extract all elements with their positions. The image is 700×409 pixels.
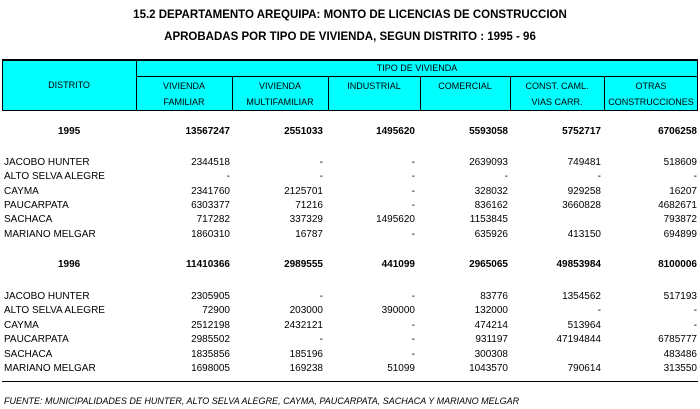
table-row (0, 290, 700, 304)
row-value: 793872 (663, 214, 697, 225)
row-label: CAYMA (4, 186, 39, 197)
row-value: 4682671 (658, 200, 697, 211)
row-value: 717282 (196, 214, 230, 225)
header-col-industrial (328, 76, 420, 110)
row-value: 2639093 (469, 157, 508, 168)
row-value: - (411, 349, 415, 360)
row-label: 1996 (58, 259, 81, 270)
row-value: 16207 (669, 186, 697, 197)
header-left-border (2, 60, 3, 111)
header-col-line1: CONST. CAML. (525, 81, 589, 91)
row-label: 1995 (58, 126, 81, 137)
row-value: 49853984 (556, 259, 601, 270)
row-value: 337329 (289, 214, 323, 225)
row-value: 517193 (663, 291, 697, 302)
row-value: - (319, 171, 323, 182)
row-value: 1860310 (191, 229, 230, 240)
row-value: 790614 (567, 363, 601, 374)
row-value: 185196 (289, 349, 323, 360)
row-value: 929258 (567, 186, 601, 197)
row-value: 8100006 (658, 259, 697, 270)
table-row (0, 228, 700, 242)
row-label: SACHACA (4, 214, 53, 225)
row-value: - (411, 200, 415, 211)
table-row (0, 199, 700, 213)
header-col-line1: COMERCIAL (438, 81, 492, 91)
row-label: SACHACA (4, 349, 53, 360)
table-row (0, 362, 700, 376)
header-divider (328, 76, 329, 111)
row-value: - (411, 171, 415, 182)
header-col-line2: CONSTRUCCIONES (608, 97, 694, 107)
table-row (0, 348, 700, 362)
header-col-vivienda-multifamiliar (232, 76, 328, 110)
row-value: 13567247 (185, 126, 230, 137)
row-value: 5752717 (562, 126, 601, 137)
row-value: 518609 (663, 157, 697, 168)
row-label: PAUCARPATA (4, 200, 69, 211)
row-value: - (693, 305, 697, 316)
row-value: 132000 (474, 305, 508, 316)
row-label: PAUCARPATA (4, 334, 69, 345)
row-value: 836162 (474, 200, 508, 211)
row-value: 1495620 (376, 214, 415, 225)
row-value: 2341760 (191, 186, 230, 197)
table-row (0, 333, 700, 347)
row-value: 749481 (567, 157, 601, 168)
row-value: 694899 (663, 229, 697, 240)
header-divider (136, 60, 137, 111)
row-value: 474214 (474, 320, 508, 331)
row-value: - (504, 171, 508, 182)
row-value: 2125701 (284, 186, 323, 197)
header-col-comercial (420, 76, 510, 110)
table-row (0, 185, 700, 199)
row-value: - (319, 291, 323, 302)
row-label: MARIANO MELGAR (4, 229, 96, 240)
row-value: 1698005 (191, 363, 230, 374)
row-value: 2965065 (469, 259, 508, 270)
table-row (0, 170, 700, 184)
row-value: 5593058 (469, 126, 508, 137)
header-divider (510, 76, 511, 111)
row-value: 51099 (387, 363, 415, 374)
row-value: 931197 (475, 334, 508, 345)
row-value: 1043570 (469, 363, 508, 374)
row-value: 11410366 (186, 259, 230, 270)
row-value: 1153845 (469, 214, 508, 225)
row-value: 390000 (381, 305, 415, 316)
row-value: - (411, 291, 415, 302)
source-note: FUENTE: MUNICIPALIDADES DE HUNTER, ALTO SELVA ALEGRE, CAYMA, PAUCARPATA, SACHACA Y MARIANO MELGAR (4, 396, 520, 406)
row-value: - (411, 334, 415, 345)
table-row (0, 319, 700, 333)
row-value: 203000 (289, 305, 323, 316)
row-value: - (226, 171, 230, 182)
header-divider (232, 76, 233, 111)
row-value: 71216 (295, 200, 323, 211)
header-col-const-caml (510, 76, 604, 110)
row-value: 2432121 (284, 320, 323, 331)
header-distrito-cell (2, 60, 136, 110)
row-value: - (597, 171, 601, 182)
row-value: 83776 (480, 291, 508, 302)
row-value: 441099 (381, 259, 415, 270)
row-value: 328032 (474, 186, 508, 197)
row-value: - (411, 157, 415, 168)
header-col-line1: VIVIENDA (258, 81, 301, 91)
row-label: JACOBO HUNTER (4, 291, 90, 302)
table-year-row (0, 258, 700, 272)
header-right-border (697, 60, 698, 111)
table-row (0, 304, 700, 318)
row-value: - (693, 171, 697, 182)
row-label: MARIANO MELGAR (4, 363, 96, 374)
row-value: 1495620 (376, 126, 415, 137)
header-col-line2: VIAS CARR. (531, 97, 583, 107)
row-value: 6785777 (658, 334, 697, 345)
row-value: - (319, 334, 323, 345)
header-col-otras-construcciones (604, 76, 698, 110)
table-row (0, 156, 700, 170)
header-tipo-cell (136, 60, 698, 76)
row-value: 47194844 (556, 334, 601, 345)
row-value: 2551033 (284, 126, 323, 137)
row-value: - (693, 320, 697, 331)
header-distrito-label: DISTRITO (48, 80, 90, 90)
row-value: - (597, 305, 601, 316)
row-value: 6706258 (658, 126, 697, 137)
row-value: 3660828 (562, 200, 601, 211)
row-value: 1835856 (191, 349, 230, 360)
header-col-line2: FAMILIAR (163, 97, 205, 107)
row-label: JACOBO HUNTER (4, 157, 90, 168)
row-value: 2512198 (191, 320, 230, 331)
header-divider (420, 76, 421, 111)
table-year-row (0, 125, 700, 139)
row-value: - (411, 186, 415, 197)
row-value: 72900 (202, 305, 230, 316)
row-value: - (411, 320, 415, 331)
table-row (0, 213, 700, 227)
row-label: CAYMA (4, 320, 39, 331)
header-col-line1: VIVIENDA (162, 81, 205, 91)
row-value: 2985502 (191, 334, 230, 345)
row-value: 2344518 (191, 157, 230, 168)
table-title-line-1: 15.2 DEPARTAMENTO AREQUIPA: MONTO DE LICENCIAS DE CONSTRUCCION (133, 9, 567, 21)
row-value: 413150 (567, 229, 601, 240)
row-value: 635926 (474, 229, 508, 240)
header-col-line2: MULTIFAMILIAR (246, 97, 314, 107)
row-value: - (411, 229, 415, 240)
header-bottom-border (2, 110, 698, 111)
table-bottom-border (2, 381, 698, 382)
row-value: 16787 (295, 229, 323, 240)
row-value: 300308 (474, 349, 508, 360)
table-title-line-2: APROBADAS POR TIPO DE VIVIENDA, SEGUN DISTRITO : 1995 - 96 (164, 31, 536, 43)
header-col-line1: OTRAS (635, 81, 667, 91)
row-label: ALTO SELVA ALEGRE (4, 171, 105, 182)
row-value: 2305905 (191, 291, 230, 302)
row-label: ALTO SELVA ALEGRE (4, 305, 105, 316)
header-sub-border (136, 76, 698, 77)
row-value: - (319, 157, 323, 168)
header-col-vivienda-familiar (136, 76, 232, 110)
row-value: 6303377 (191, 200, 230, 211)
row-value: 483486 (663, 349, 697, 360)
header-top-border (2, 59, 698, 61)
row-value: 169238 (289, 363, 323, 374)
header-tipo-label: TIPO DE VIVIENDA (376, 63, 458, 73)
row-value: 513964 (567, 320, 601, 331)
row-value: 2989555 (284, 259, 323, 270)
row-value: 313550 (663, 363, 697, 374)
header-divider (604, 76, 605, 111)
row-value: 1354562 (562, 291, 601, 302)
header-col-line1: INDUSTRIAL (347, 81, 401, 91)
